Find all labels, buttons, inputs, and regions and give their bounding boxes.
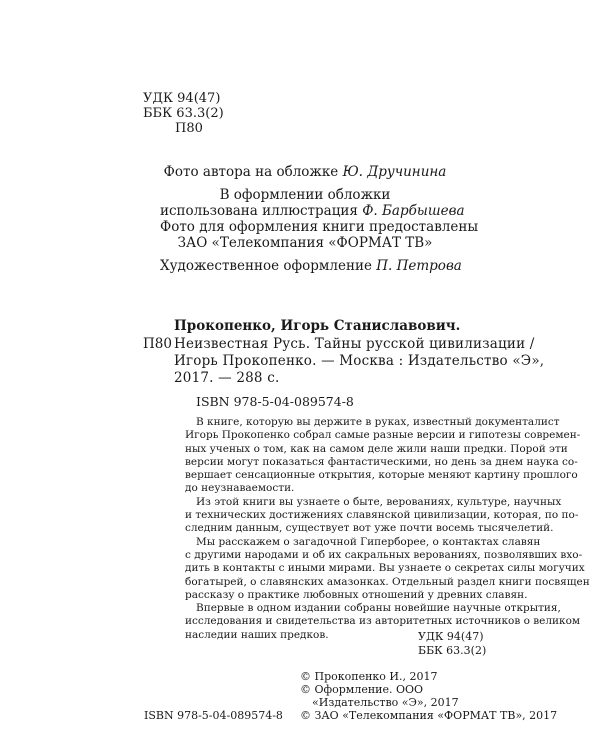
annotation <box>185 416 590 643</box>
annotation-line: наследии наших предков. <box>185 628 329 641</box>
catalog-title-line3: 2017. — 288 с. <box>174 370 280 386</box>
annotation-line: Из этой книги вы узнаете о быте, верованиях, культуре, научных <box>196 495 562 508</box>
copyright-1: © Прокопенко И., 2017 <box>300 670 438 683</box>
catalog-code: П80 <box>143 336 172 352</box>
copyright-2b: «Издательство «Э», 2017 <box>312 696 459 709</box>
author-mark: П80 <box>175 121 203 136</box>
annotation-line: до неузнаваемости. <box>185 482 295 495</box>
annotation-line: ных ученых о том, как на самом деле жили наши предки. Порой эти <box>185 442 568 455</box>
bottom-isbn: ISBN 978-5-04-089574-8 <box>144 709 283 722</box>
annotation-line: и технических достижениях славянской цивилизации, которая, по по- <box>185 509 579 522</box>
annotation-line: богатырей, о славянских амазонках. Отдельный раздел книги посвящен <box>185 575 590 588</box>
annotation-paragraph-2 <box>185 495 579 536</box>
footer-udk: УДК 94(47) <box>418 630 484 643</box>
cover-photo-name: Ю. Дручинина <box>342 164 447 180</box>
catalog-title-line2: Игорь Прокопенко. — Москва : Издательство «Э», <box>174 353 545 369</box>
annotation-paragraph-3 <box>185 535 590 602</box>
annotation-line: рассказу о практике любовных отношений у древних славян. <box>185 588 528 601</box>
copyright-3: © ЗАО «Телекомпания «ФОРМАТ ТВ», 2017 <box>300 709 558 722</box>
art-label: Художественное оформление <box>160 258 372 274</box>
cover-design-credit <box>160 203 465 219</box>
cover-photo-label: Фото автора на обложке <box>163 164 339 180</box>
catalog-title-line1: Неизвестная Русь. Тайны русской цивилизации / <box>174 336 535 352</box>
cover-design-line2: использована иллюстрация <box>160 203 358 219</box>
art-name: П. Петрова <box>376 258 462 274</box>
annotation-paragraph-1 <box>185 416 581 496</box>
copyright-2a: © Оформление. ООО <box>300 683 424 696</box>
udk-code: УДК 94(47) <box>143 91 221 106</box>
annotation-line: В книге, которую вы держите в руках, известный документалист <box>196 416 560 428</box>
annotation-line: следним данным, существует вот уже почти восемь тысячелетий. <box>185 522 554 535</box>
annotation-line: Игорь Прокопенко собрал самые разные версии и гипотезы современ- <box>185 429 581 442</box>
cover-design-line1: В оформлении обложки <box>219 187 391 203</box>
catalog-isbn: ISBN 978-5-04-089574-8 <box>196 394 354 409</box>
catalog-author: Прокопенко, Игорь Станиславович. <box>174 318 461 334</box>
annotation-line: Мы расскажем о загадочной Гиперборее, о контактах славян <box>196 535 541 548</box>
bbk-code: ББК 63.3(2) <box>143 106 224 121</box>
footer-bbk: ББК 63.3(2) <box>418 644 487 657</box>
credits-block <box>160 164 479 274</box>
annotation-line: дить в контакты с иными мирами. Вы узнаете о секретах силы могучих <box>185 562 585 575</box>
photos-credit-line1: Фото для оформления книги предоставлены <box>160 219 479 235</box>
art-credit <box>160 258 462 274</box>
cover-photo-credit <box>160 164 450 180</box>
annotation-line: Впервые в одном издании собраны новейшие научные открытия, <box>196 602 561 615</box>
cover-design-name: Ф. Барбышева <box>362 203 465 219</box>
photos-credit-line2: ЗАО «Телекомпания «ФОРМАТ ТВ» <box>177 235 433 251</box>
annotation-line: с другими народами и об их сакральных верованиях, позволявших вхо- <box>185 548 583 561</box>
annotation-line: исследования и свидетельства из авторитетных источников о великом <box>185 615 581 628</box>
annotation-line: вершает сенсационные открытия, которые меняют картину прошлого <box>185 469 578 482</box>
annotation-line: версии могут показаться фантастическими, но день за днем наука со- <box>185 455 578 468</box>
